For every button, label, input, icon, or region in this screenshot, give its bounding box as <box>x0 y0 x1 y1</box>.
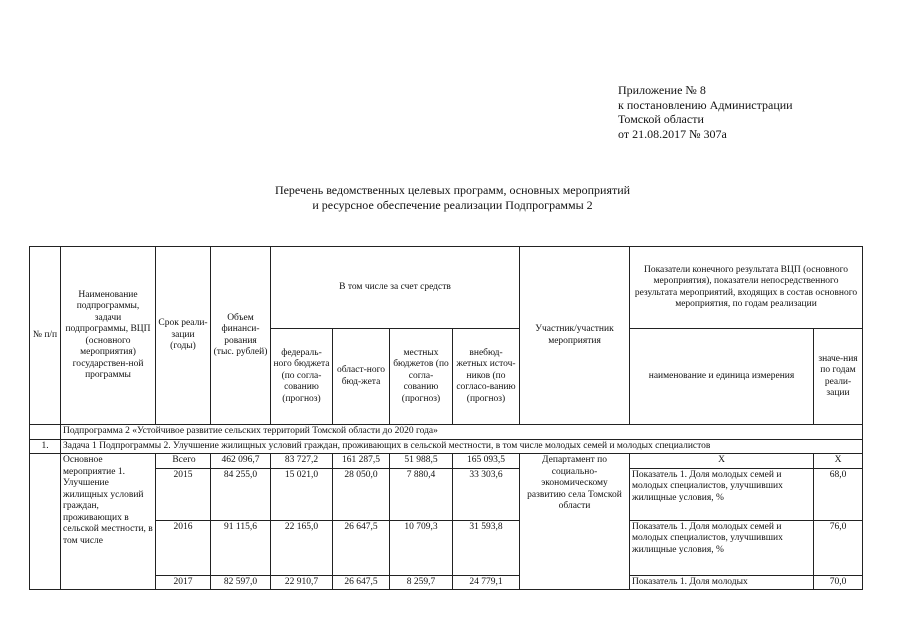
task-num: 1. <box>30 439 61 454</box>
row-volume: 462 096,7 <box>211 454 271 469</box>
header-local: местных бюджетов (по согла-сованию (прогноз) <box>390 329 453 425</box>
row-indicator: Х <box>630 454 814 469</box>
row-value: Х <box>814 454 863 469</box>
title-line: Перечень ведомственных целевых программ, основных мероприятий <box>274 183 631 197</box>
measure-name: Основное мероприятие 1. Улучшение жилищных условий граждан, проживающих в сельской местности, в том числе <box>61 454 156 590</box>
row-year: 2017 <box>156 575 211 590</box>
measure-participant: Департамент по социально-экономическому развитию села Томской области <box>520 454 630 590</box>
appendix-line: Приложение № 8 <box>618 83 706 97</box>
header-volume: Объем финанси-рования (тыс. рублей) <box>211 247 271 425</box>
header-name: Наименование подпрограммы, задачи подпрограммы, ВЦП (основного мероприятия) государствен-ной программы <box>61 247 156 425</box>
row-extra: 24 779,1 <box>453 575 520 590</box>
task-title: Задача 1 Подпрограммы 2. Улучшение жилищных условий граждан, проживающих в сельской местности, в том числе молодых семей и молодых специалистов <box>61 439 863 454</box>
title-line: и ресурсное обеспечение реализации Подпрограммы 2 <box>312 198 593 212</box>
row-indicator: Показатель 1. Доля молодых семей и молодых специалистов, улучшивших жилищные условия, % <box>630 520 814 575</box>
row-indicator: Показатель 1. Доля молодых семей и молодых специалистов, улучшивших жилищные условия, % <box>630 468 814 520</box>
row-value: 68,0 <box>814 468 863 520</box>
row-regional: 161 287,5 <box>333 454 390 469</box>
row-federal: 22 910,7 <box>271 575 333 590</box>
row-volume: 84 255,0 <box>211 468 271 520</box>
row-volume: 91 115,6 <box>211 520 271 575</box>
row-local: 10 709,3 <box>390 520 453 575</box>
row-regional: 26 647,5 <box>333 520 390 575</box>
header-indicators: Показатели конечного результата ВЦП (основного мероприятия), показатели непосредственного результата мероприятий, входящих в состав основного мероприятия, по годам реализации <box>630 247 863 329</box>
row-federal: 22 165,0 <box>271 520 333 575</box>
header-indicator-value: значе-ния по годам реали-зации <box>814 329 863 425</box>
row-volume: 82 597,0 <box>211 575 271 590</box>
row-federal: 83 727,2 <box>271 454 333 469</box>
row-extra: 165 093,5 <box>453 454 520 469</box>
appendix-line: к постановлению Администрации <box>618 97 793 112</box>
row-extra: 31 593,8 <box>453 520 520 575</box>
row-regional: 28 050,0 <box>333 468 390 520</box>
appendix-block <box>618 83 793 141</box>
subprogram-title: Подпрограмма 2 «Устойчивое развитие сельских территорий Томской области до 2020 года» <box>61 425 863 440</box>
header-including: В том числе за счет средств <box>271 247 520 329</box>
header-num: № п/п <box>30 247 61 425</box>
document-title <box>0 183 905 213</box>
program-table <box>29 246 863 590</box>
row-local: 8 259,7 <box>390 575 453 590</box>
header-participant: Участник/участник мероприятия <box>520 247 630 425</box>
row-year: 2015 <box>156 468 211 520</box>
header-term: Срок реали-зации (годы) <box>156 247 211 425</box>
row-indicator: Показатель 1. Доля молодых <box>630 575 814 590</box>
appendix-line: Томской области <box>618 112 704 126</box>
header-extra: внебюд-жетных источ-ников (по согласо-ванию (прогноз) <box>453 329 520 425</box>
row-value: 76,0 <box>814 520 863 575</box>
row-year: 2016 <box>156 520 211 575</box>
row-local: 7 880,4 <box>390 468 453 520</box>
row-extra: 33 303,6 <box>453 468 520 520</box>
row-regional: 26 647,5 <box>333 575 390 590</box>
header-regional: област-ного бюд-жета <box>333 329 390 425</box>
subprogram-num-cell <box>30 425 61 440</box>
row-year: Всего <box>156 454 211 469</box>
appendix-line: от 21.08.2017 № 307а <box>618 126 727 141</box>
measure-num-cell <box>30 454 61 590</box>
row-value: 70,0 <box>814 575 863 590</box>
header-indicator-name: наименование и единица измерения <box>630 329 814 425</box>
row-local: 51 988,5 <box>390 454 453 469</box>
header-federal: федераль-ного бюджета (по согла-сованию (прогноз) <box>271 329 333 425</box>
row-federal: 15 021,0 <box>271 468 333 520</box>
